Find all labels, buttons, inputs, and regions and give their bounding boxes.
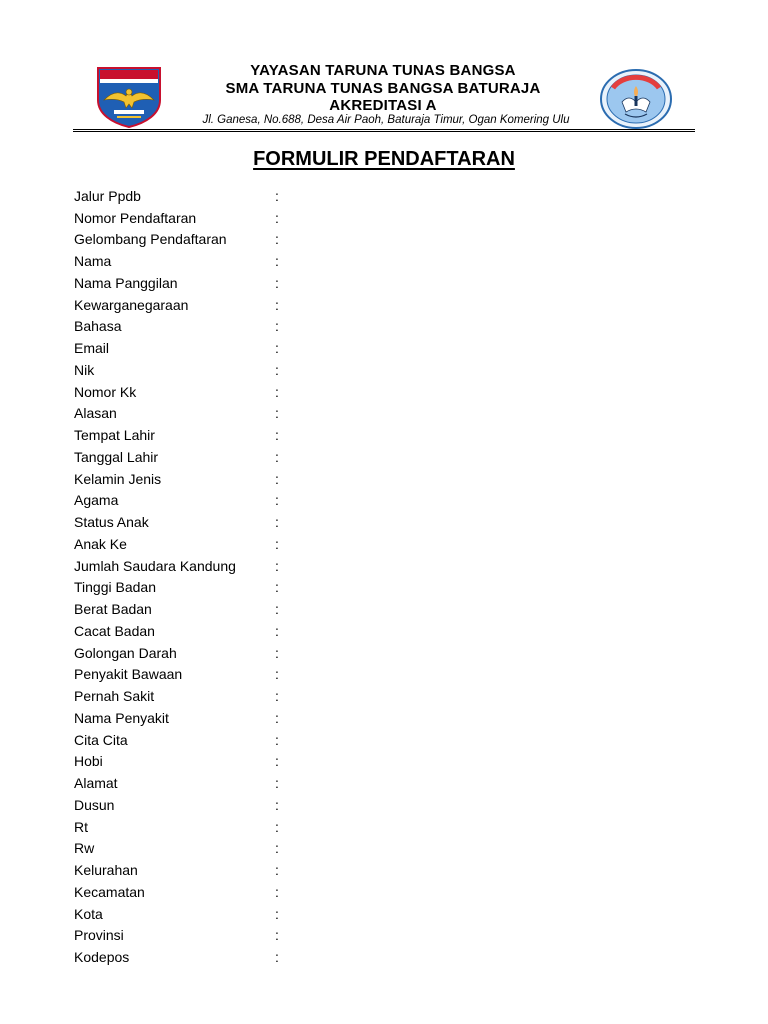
field-value <box>287 384 634 400</box>
field-value <box>287 449 634 465</box>
field-value <box>287 405 634 421</box>
field-label: Golongan Darah <box>74 644 177 661</box>
field-label: Tanggal Lahir <box>74 448 159 465</box>
form-field-row <box>74 337 634 359</box>
tut-wuri-handayani-icon <box>599 68 673 130</box>
field-label: Alamat <box>74 775 118 792</box>
field-separator: : <box>275 688 279 705</box>
field-separator: : <box>275 296 279 313</box>
field-label: Hobi <box>74 753 103 770</box>
form-field-row <box>74 794 634 816</box>
field-label: Tinggi Badan <box>74 579 156 596</box>
field-separator: : <box>275 253 279 270</box>
form-field-row <box>74 729 634 751</box>
form-field-row <box>74 838 634 860</box>
field-label: Gelombang Pendaftaran <box>74 231 227 248</box>
field-separator: : <box>275 187 279 204</box>
form-field-row <box>74 577 634 599</box>
field-separator: : <box>275 405 279 422</box>
form-field-row <box>74 751 634 773</box>
school-address: Jl. Ganesa, No.688, Desa Air Paoh, Baturaja Timur, Ogan Komering Ulu <box>202 114 570 126</box>
field-separator: : <box>275 883 279 900</box>
field-value <box>287 536 634 552</box>
field-value <box>287 601 634 617</box>
field-separator: : <box>275 927 279 944</box>
field-separator: : <box>275 470 279 487</box>
field-separator: : <box>275 361 279 378</box>
field-label: Nama Panggilan <box>74 274 178 291</box>
form-field-row <box>74 925 634 947</box>
form-field-row <box>74 490 634 512</box>
field-value <box>287 188 634 204</box>
field-value <box>287 666 634 682</box>
field-value <box>287 492 634 508</box>
field-value <box>287 927 634 943</box>
field-value <box>287 688 634 704</box>
field-label: Dusun <box>74 796 115 813</box>
field-value <box>287 710 634 726</box>
field-label: Alasan <box>74 405 117 422</box>
form-field-row <box>74 620 634 642</box>
field-separator: : <box>275 622 279 639</box>
field-separator: : <box>275 862 279 879</box>
form-field-row <box>74 881 634 903</box>
field-separator: : <box>275 601 279 618</box>
field-separator: : <box>275 775 279 792</box>
field-label: Kewarganegaraan <box>74 296 189 313</box>
field-separator: : <box>275 340 279 357</box>
field-label: Kecamatan <box>74 883 145 900</box>
field-label: Status Anak <box>74 514 149 531</box>
form-field-row <box>74 511 634 533</box>
field-value <box>287 753 634 769</box>
field-label: Jalur Ppdb <box>74 187 141 204</box>
form-fields <box>74 185 634 968</box>
field-label: Anak Ke <box>74 535 127 552</box>
field-label: Nik <box>74 361 95 378</box>
form-title-text: FORMULIR PENDAFTARAN <box>253 148 515 170</box>
form-field-row <box>74 859 634 881</box>
form-field-row <box>74 642 634 664</box>
field-separator: : <box>275 427 279 444</box>
field-value <box>287 231 634 247</box>
header-divider <box>73 129 695 132</box>
form-field-row <box>74 229 634 251</box>
field-separator: : <box>275 274 279 291</box>
field-separator: : <box>275 231 279 248</box>
form-field-row <box>74 294 634 316</box>
field-label: Kota <box>74 905 103 922</box>
field-separator: : <box>275 579 279 596</box>
field-label: Rt <box>74 818 88 835</box>
field-value <box>287 579 634 595</box>
form-field-row <box>74 555 634 577</box>
field-value <box>287 819 634 835</box>
field-label: Nomor Kk <box>74 383 137 400</box>
field-label: Jumlah Saudara Kandung <box>74 557 236 574</box>
form-field-row <box>74 707 634 729</box>
field-separator: : <box>275 905 279 922</box>
field-value <box>287 514 634 530</box>
field-label: Cacat Badan <box>74 622 155 639</box>
field-value <box>287 949 634 965</box>
field-value <box>287 862 634 878</box>
field-label: Kodepos <box>74 949 130 966</box>
field-value <box>287 340 634 356</box>
form-field-row <box>74 946 634 968</box>
form-field-row <box>74 468 634 490</box>
field-value <box>287 840 634 856</box>
field-value <box>287 884 634 900</box>
form-title <box>0 148 768 171</box>
field-value <box>287 297 634 313</box>
field-value <box>287 318 634 334</box>
field-separator: : <box>275 949 279 966</box>
field-separator: : <box>275 557 279 574</box>
field-separator: : <box>275 666 279 683</box>
field-label: Kelurahan <box>74 862 138 879</box>
eagle-emblem-icon <box>96 66 162 128</box>
form-field-row <box>74 316 634 338</box>
field-label: Agama <box>74 492 119 509</box>
form-field-row <box>74 381 634 403</box>
letterhead <box>170 62 596 115</box>
form-field-row <box>74 772 634 794</box>
field-value <box>287 362 634 378</box>
form-field-row <box>74 424 634 446</box>
form-field-row <box>74 403 634 425</box>
field-value <box>287 558 634 574</box>
field-separator: : <box>275 383 279 400</box>
form-field-row <box>74 185 634 207</box>
form-field-row <box>74 446 634 468</box>
field-value <box>287 210 634 226</box>
field-value <box>287 775 634 791</box>
field-separator: : <box>275 492 279 509</box>
form-field-row <box>74 250 634 272</box>
form-field-row <box>74 533 634 555</box>
field-value <box>287 471 634 487</box>
field-label: Kelamin Jenis <box>74 470 162 487</box>
form-field-row <box>74 207 634 229</box>
field-value <box>287 275 634 291</box>
field-separator: : <box>275 209 279 226</box>
field-separator: : <box>275 318 279 335</box>
field-separator: : <box>275 448 279 465</box>
field-value <box>287 797 634 813</box>
field-value <box>287 645 634 661</box>
foundation-name: YAYASAN TARUNA TUNAS BANGSA <box>250 62 516 79</box>
form-field-row <box>74 816 634 838</box>
field-value <box>287 253 634 269</box>
field-separator: : <box>275 840 279 857</box>
field-value <box>287 623 634 639</box>
form-field-row <box>74 598 634 620</box>
field-label: Tempat Lahir <box>74 427 155 444</box>
school-name: SMA TARUNA TUNAS BANGSA BATURAJA <box>225 79 541 97</box>
form-field-row <box>74 272 634 294</box>
field-separator: : <box>275 644 279 661</box>
field-separator: : <box>275 709 279 726</box>
field-label: Nomor Pendaftaran <box>74 209 197 226</box>
form-field-row <box>74 359 634 381</box>
form-field-row <box>74 903 634 925</box>
form-field-row <box>74 664 634 686</box>
field-label: Provinsi <box>74 927 124 944</box>
field-label: Berat Badan <box>74 601 152 618</box>
accreditation-text: AKREDITASI A <box>329 97 437 114</box>
field-label: Rw <box>74 840 95 857</box>
field-value <box>287 732 634 748</box>
field-value <box>287 906 634 922</box>
field-separator: : <box>275 535 279 552</box>
field-label: Email <box>74 340 110 357</box>
field-separator: : <box>275 514 279 531</box>
field-label: Penyakit Bawaan <box>74 666 183 683</box>
field-label: Nama Penyakit <box>74 709 169 726</box>
field-label: Bahasa <box>74 318 122 335</box>
field-label: Cita Cita <box>74 731 128 748</box>
field-separator: : <box>275 731 279 748</box>
field-separator: : <box>275 818 279 835</box>
field-value <box>287 427 634 443</box>
form-field-row <box>74 685 634 707</box>
field-label: Pernah Sakit <box>74 688 155 705</box>
field-separator: : <box>275 796 279 813</box>
field-label: Nama <box>74 253 112 270</box>
field-separator: : <box>275 753 279 770</box>
